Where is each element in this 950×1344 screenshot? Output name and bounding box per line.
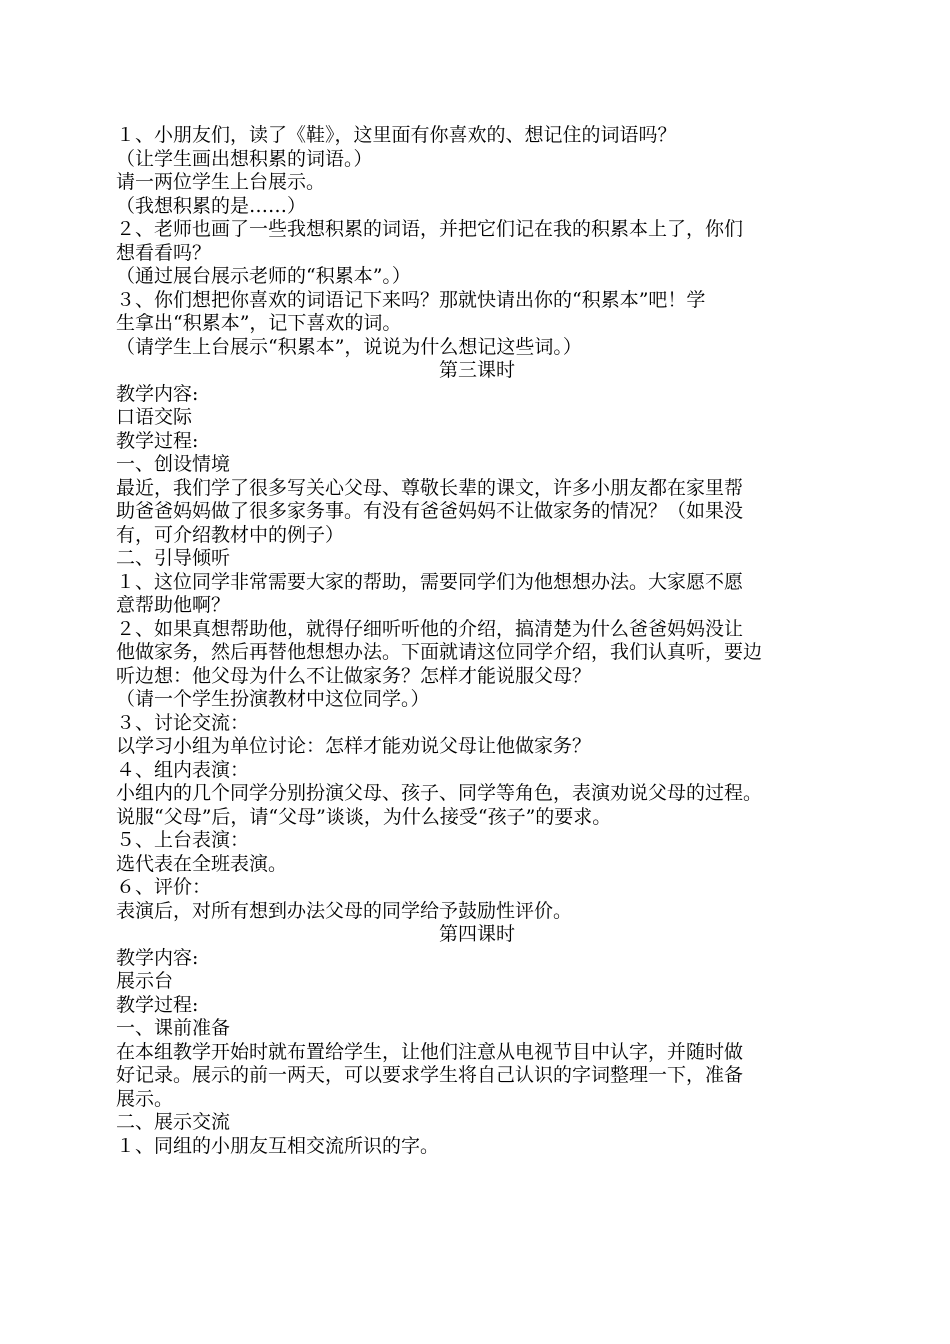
text-line: 小组内的几个同学分别扮演父母、孩子、同学等角色，表演劝说父母的过程。 — [116, 782, 763, 804]
text-line: 一、课前准备 — [116, 1017, 231, 1039]
section-heading: 第三课时 — [438, 359, 515, 381]
text-line: ５、上台表演： — [116, 829, 250, 851]
text-line: 听边想：他父母为什么不让做家务？怎样才能说服父母？ — [116, 664, 592, 687]
text-line: 想看看吗？ — [116, 241, 212, 264]
text-line: （请一个学生扮演教材中这位同学。） — [116, 688, 430, 710]
document-page — [116, 124, 838, 1158]
text-line: ３、你们想把你喜欢的词语记下来吗？那就快请出你的“积累本”吧！学 — [116, 288, 706, 311]
text-line: （请学生上台展示“积累本”，说说为什么想记这些词。） — [116, 335, 582, 358]
text-line: 二、展示交流 — [116, 1111, 231, 1133]
text-line: １、这位同学非常需要大家的帮助，需要同学们为他想想办法。大家愿不愿 — [116, 570, 744, 593]
text-line: 好记录。展示的前一两天，可以要求学生将自己认识的字词整理一下，准备 — [116, 1064, 744, 1086]
text-line: 展示台 — [116, 970, 174, 992]
text-line: 教学内容: — [116, 946, 199, 969]
text-line: （我想积累的是……） — [116, 194, 307, 217]
text-line: ６、评价： — [116, 876, 212, 898]
text-line: 他做家务，然后再替他想想办法。下面就请这位同学介绍，我们认真听，要边 — [116, 641, 763, 663]
text-line: 表演后，对所有想到办法父母的同学给予鼓励性评价。 — [116, 899, 573, 922]
text-line: 有，可介绍教材中的例子） — [116, 523, 345, 546]
section-heading: 第四课时 — [438, 923, 515, 945]
text-line: 教学过程: — [116, 993, 199, 1016]
text-line: 以学习小组为单位讨论：怎样才能劝说父母让他做家务？ — [116, 735, 592, 757]
text-line: ４、组内表演： — [116, 758, 250, 781]
text-line: （让学生画出想积累的词语。） — [116, 147, 373, 170]
text-line: 口语交际 — [116, 406, 193, 428]
text-line: １、同组的小朋友互相交流所识的字。 — [116, 1134, 440, 1157]
text-line: 最近，我们学了很多写关心父母、尊敬长辈的课文，许多小朋友都在家里帮 — [116, 476, 744, 499]
text-line: ２、如果真想帮助他，就得仔细听听他的介绍，搞清楚为什么爸爸妈妈没让 — [116, 617, 744, 640]
text-line: 一、创设情境 — [116, 453, 231, 475]
text-line: （通过展台展示老师的“积累本”。） — [116, 265, 411, 287]
text-line: 说服“父母”后，请“父母”谈谈，为什么接受“孩子”的要求。 — [116, 805, 612, 828]
text-line: 二、引导倾听 — [116, 547, 231, 569]
text-line: １、小朋友们，读了《鞋》，这里面有你喜欢的、想记住的词语吗？ — [116, 124, 677, 146]
text-line: 生拿出“积累本”，记下喜欢的词。 — [116, 312, 402, 334]
text-line: 助爸爸妈妈做了很多家务事。有没有爸爸妈妈不让做家务的情况？（如果没 — [116, 500, 744, 522]
text-line: 展示。 — [116, 1087, 174, 1110]
text-line: 意帮助他啊？ — [116, 594, 231, 616]
text-line: ２、老师也画了一些我想积累的词语，并把它们记在我的积累本上了，你们 — [116, 218, 744, 240]
text-line: ３、讨论交流： — [116, 711, 250, 734]
text-line: 教学内容: — [116, 382, 199, 405]
text-line: 在本组教学开始时就布置给学生，让他们注意从电视节目中认字，并随时做 — [116, 1040, 744, 1063]
text-line: 教学过程: — [116, 429, 199, 452]
text-line: 选代表在全班表演。 — [116, 852, 288, 875]
text-line: 请一两位学生上台展示。 — [116, 171, 326, 193]
